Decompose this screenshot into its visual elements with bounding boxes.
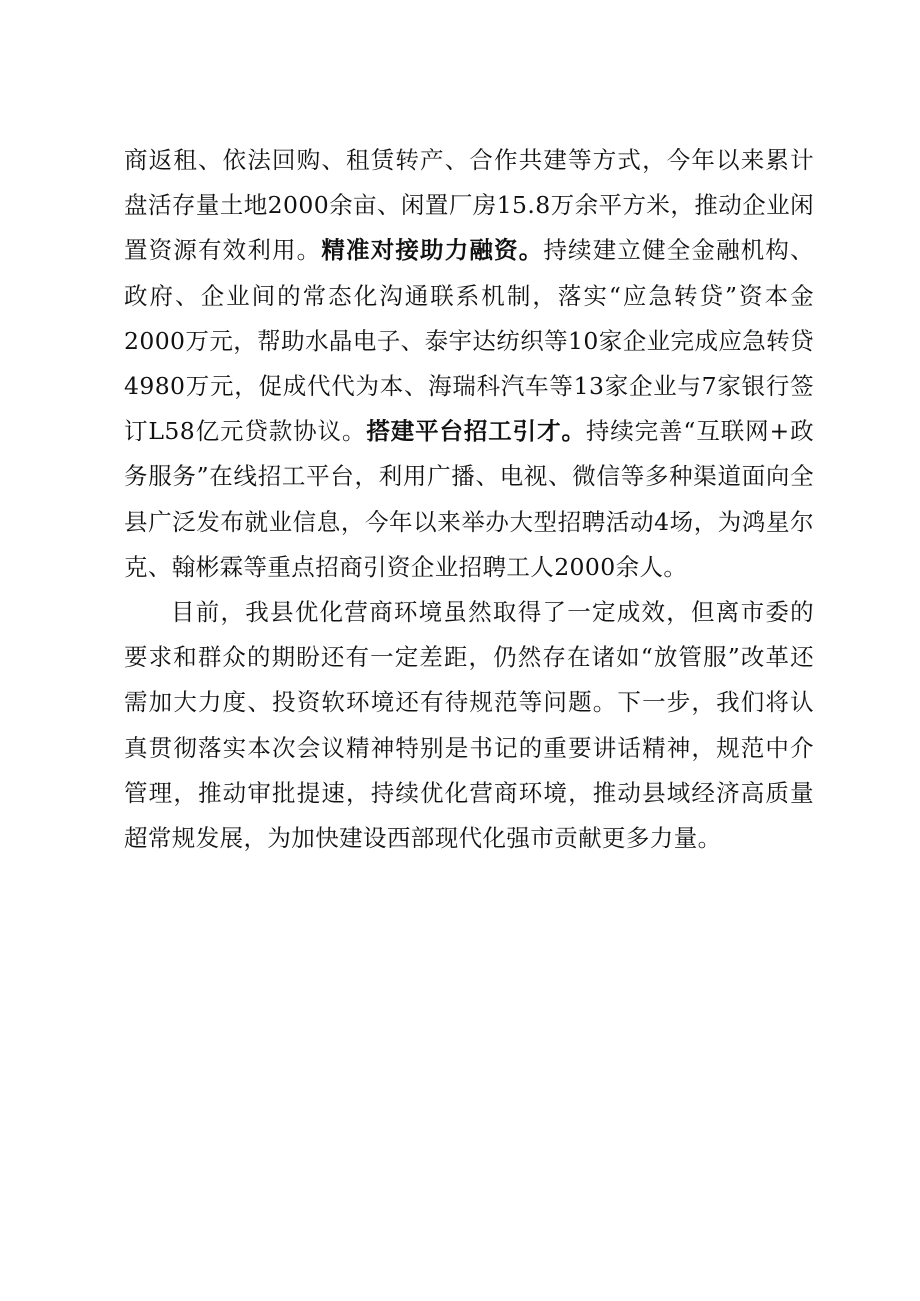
text-land-revitalization: 商返租、依法回购、租赁转产、合作共建等方式，今年以来累计盘活存量土地2000余亩、闲置厂房15.8万余平方米，推动企业闲置资源有效利用。 — [124, 146, 814, 265]
document-body — [124, 138, 814, 861]
paragraph-next-steps: 目前，我县优化营商环境虽然取得了一定成效，但离市委的要求和群众的期盼还有一定差距，仍然存在诸如“放管服”改革还需加大力度、投资软环境还有待规范等问题。下一步，我们将认真贯彻落实本次会议精神特别是书记的重要讲话精神，规范中介管理，推动审批提速，持续优化营商环境，推动县域经济高质量超常规发展，为加快建设西部现代化强市贡献更多力量。 — [124, 598, 814, 853]
heading-recruitment: 搭建平台招工引才。 — [366, 417, 586, 446]
heading-financing: 精准对接助力融资。 — [321, 236, 544, 265]
paragraph-measures — [124, 138, 814, 590]
text-recruitment: 持续完善“互联网+政务服务”在线招工平台，利用广播、电视、微信等多种渠道面向全县广泛发布就业信息，今年以来举办大型招聘活动4场，为鸿星尔克、翰彬霖等重点招商引资企业招聘工人2000余人。 — [124, 417, 814, 581]
text-financing: 持续建立健全金融机构、政府、企业间的常态化沟通联系机制，落实“应急转贷”资本金2000万元，帮助水晶电子、泰宇达纺织等10家企业完成应急转贷4980万元，促成代代为本、海瑞科汽车等13家企业与7家银行签订L58亿元贷款协议。 — [124, 236, 814, 446]
